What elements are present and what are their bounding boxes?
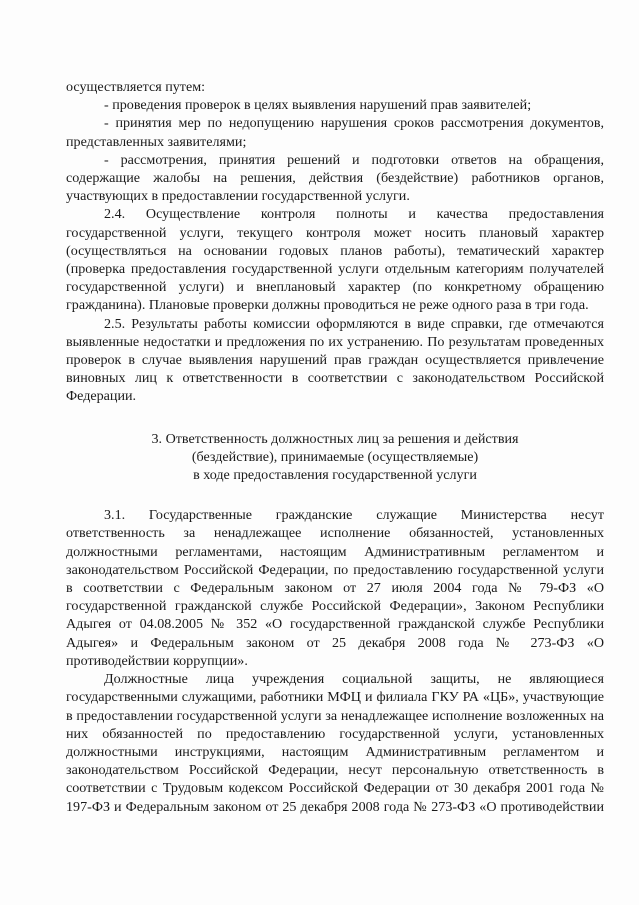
section-3-heading-line: (бездействие), принимаемые (осуществляемые) [191,448,479,465]
list-item: - проведения проверок в целях выявления нарушений прав заявителей; [104,97,532,114]
intro-line: осуществляется путем: [66,79,206,95]
list-item: - рассмотрения, принятия решений и подготовки ответов на обращения, содержащие жалобы на решения, действия (бездействие) работников органов, участвующих в предоставлении государственной услуги. [66,151,604,205]
section-3-heading-line: 3. Ответственность должностных лиц за решения и действия [151,430,519,447]
section-3-heading [66,430,604,485]
paragraph-officials: Должностные лица учреждения социальной защиты, не являющиеся государственными служащими, работники МФЦ и филиала ГКУ РА «ЦБ», участвующие в предоставлении государственной услуги за ненадлежащее исполнение возложенных на них обязанностей по предоставлению государственной услуги, установленных должностными инструкциями, настоящим Административным регламентом и законодательством Российской Федерации, несут персональную ответственность в соответствии с Трудовым кодексом Российской Федерации от 30 декабря 2001 года № 197-ФЗ и Федеральным законом от 25 декабря 2008 года № 273-ФЗ «О противодействии [66,671,604,815]
paragraph-2-4: 2.4. Осуществление контроля полноты и качества предоставления государственной услуги, текущего контроля может носить плановый характер (осуществляться на основании годовых планов работы), тематический характер (проверка предоставления государственной услуги отдельным категориям получателей государственной услуги) и внеплановый характер (по конкретному обращению гражданина). Плановые проверки должны проводиться не реже одного раза в три года. [66,206,604,314]
document-body [66,78,604,816]
paragraph-2-5: 2.5. Результаты работы комиссии оформляются в виде справки, где отмечаются выявленные недостатки и предложения по их устранению. По результатам проведенных проверок в случае выявления нарушений прав граждан осуществляется привлечение виновных лиц к ответственности в соответствии с законодательством Российской Федерации. [66,315,604,405]
paragraph-3-1: 3.1. Государственные гражданские служащие Министерства несут ответственность за ненадлежащее исполнение обязанностей, установленных должностными регламентами, настоящим Административным регламентом и законодательством Российской Федерации, по предоставлению государственной услуги в соответствии с Федеральным законом от 27 июля 2004 года № 79-ФЗ «О государственной гражданской службе Российской Федерации», Законом Республики Адыгея от 04.08.2005 № 352 «О государственной гражданской службе Республики Адыгея» и Федеральным законом от 25 декабря 2008 года № 273-ФЗ «О противодействии коррупции». [66,507,604,669]
list-item: - принятия мер по недопущению нарушения сроков рассмотрения документов, представленных заявителями; [66,115,604,150]
section-3-heading-line: в ходе предоставления государственной услуги [193,467,477,484]
